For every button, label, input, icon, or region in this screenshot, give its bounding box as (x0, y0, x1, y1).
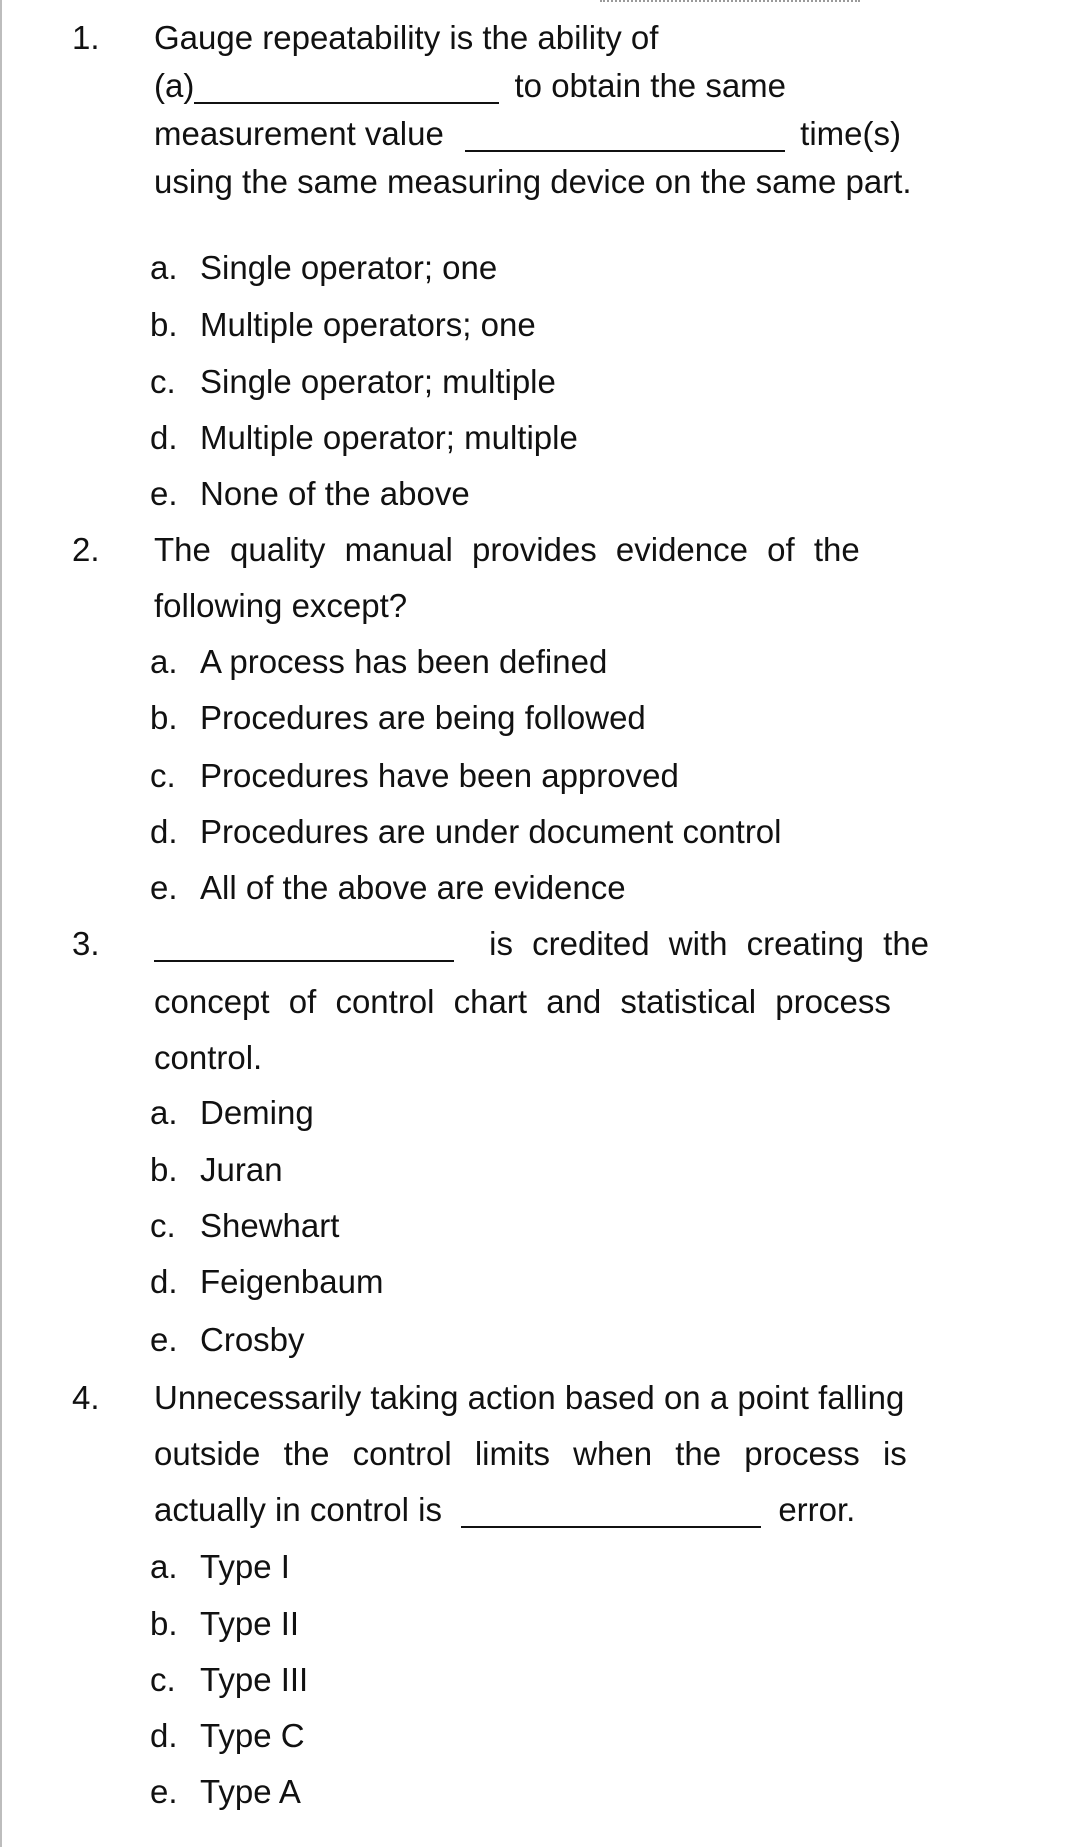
option-text: Procedures are being followed (200, 699, 646, 736)
question-text-line (154, 578, 1009, 634)
option-4b (150, 1596, 299, 1652)
option-letter: d. (150, 1263, 178, 1300)
question-text: concept of control chart and statistical process (154, 983, 891, 1020)
option-2d (150, 804, 782, 860)
option-letter: e. (150, 869, 178, 906)
option-letter: b. (150, 306, 178, 343)
question-text-line (154, 1370, 1009, 1426)
question-number: 1. (72, 19, 100, 56)
question-text: to obtain the same (514, 67, 787, 104)
answer-blank (194, 64, 499, 104)
option-4a (150, 1539, 290, 1595)
option-1a (150, 240, 497, 296)
answer-blank (461, 1488, 761, 1528)
option-letter: a. (150, 643, 178, 680)
question-text-line (154, 1030, 1009, 1086)
option-2a (150, 634, 607, 690)
option-3e (150, 1312, 305, 1368)
question-text-line (154, 154, 1009, 210)
question-text: outside the control limits when the process is (154, 1435, 907, 1472)
page-left-border (0, 0, 2, 1847)
option-letter: d. (150, 1717, 178, 1754)
option-1c (150, 354, 556, 410)
question-text-line (154, 974, 1009, 1030)
question-number: 4. (72, 1379, 100, 1416)
question-text: measurement value (154, 115, 444, 152)
question-number: 2. (72, 531, 100, 568)
option-letter: b. (150, 1151, 178, 1188)
option-text: Procedures have been approved (200, 757, 679, 794)
question-text: following except? (154, 587, 408, 624)
option-text: Type C (200, 1717, 305, 1754)
option-letter: e. (150, 1773, 178, 1810)
question-number: 3. (72, 925, 100, 962)
answer-blank (154, 922, 454, 962)
option-3a (150, 1085, 314, 1141)
question-text: Gauge repeatability is the ability of (154, 19, 659, 56)
question-text-line (154, 1426, 1009, 1482)
option-text: Multiple operator; multiple (200, 419, 578, 456)
option-text: Type III (200, 1661, 309, 1698)
option-3c (150, 1198, 339, 1254)
question-text: The quality manual provides evidence of the (154, 531, 860, 568)
option-text: Feigenbaum (200, 1263, 384, 1300)
question-text-line (154, 916, 1009, 972)
option-letter: c. (150, 1207, 176, 1244)
option-text: Single operator; multiple (200, 363, 556, 400)
option-1d (150, 410, 578, 466)
question-text: using the same measuring device on the same part. (154, 163, 912, 200)
option-text: Type II (200, 1605, 300, 1642)
option-letter: d. (150, 813, 178, 850)
option-letter: b. (150, 1605, 178, 1642)
option-1b (150, 297, 536, 353)
option-letter: c. (150, 363, 176, 400)
option-text: Type A (200, 1773, 301, 1810)
option-letter: e. (150, 1321, 178, 1358)
option-letter: a. (150, 1548, 178, 1585)
option-text: Procedures are under document control (200, 813, 782, 850)
option-text: Shewhart (200, 1207, 340, 1244)
option-text: Multiple operators; one (200, 306, 536, 343)
option-text: Deming (200, 1094, 314, 1131)
option-letter: c. (150, 757, 176, 794)
option-text: All of the above are evidence (200, 869, 626, 906)
option-4d (150, 1708, 305, 1764)
answer-blank (465, 112, 785, 152)
option-4e (150, 1764, 301, 1820)
option-text: A process has been defined (200, 643, 608, 680)
option-letter: a. (150, 249, 178, 286)
option-4c (150, 1652, 308, 1708)
option-letter: e. (150, 475, 178, 512)
option-letter: b. (150, 699, 178, 736)
question-text: actually in control is (154, 1491, 442, 1528)
option-letter: a. (150, 1094, 178, 1131)
question-text: time(s) (800, 115, 901, 152)
option-text: Single operator; one (200, 249, 498, 286)
option-text: Juran (200, 1151, 283, 1188)
option-text: Type I (200, 1548, 290, 1585)
question-text: Unnecessarily taking action based on a point falling (154, 1379, 905, 1416)
option-2c (150, 748, 679, 804)
option-letter: d. (150, 419, 178, 456)
option-2b (150, 690, 646, 746)
option-text: Crosby (200, 1321, 305, 1358)
question-text: control. (154, 1039, 263, 1076)
question-text-line (154, 522, 1009, 578)
option-2e (150, 860, 626, 916)
option-1e (150, 466, 470, 522)
blank-label: (a) (154, 67, 195, 104)
option-3b (150, 1142, 283, 1198)
question-text: error. (778, 1491, 856, 1528)
top-scan-artifact (600, 0, 860, 6)
question-text: is credited with creating the (489, 925, 930, 962)
option-letter: c. (150, 1661, 176, 1698)
question-text-line (154, 1482, 1009, 1538)
option-text: None of the above (200, 475, 470, 512)
option-3d (150, 1254, 383, 1310)
